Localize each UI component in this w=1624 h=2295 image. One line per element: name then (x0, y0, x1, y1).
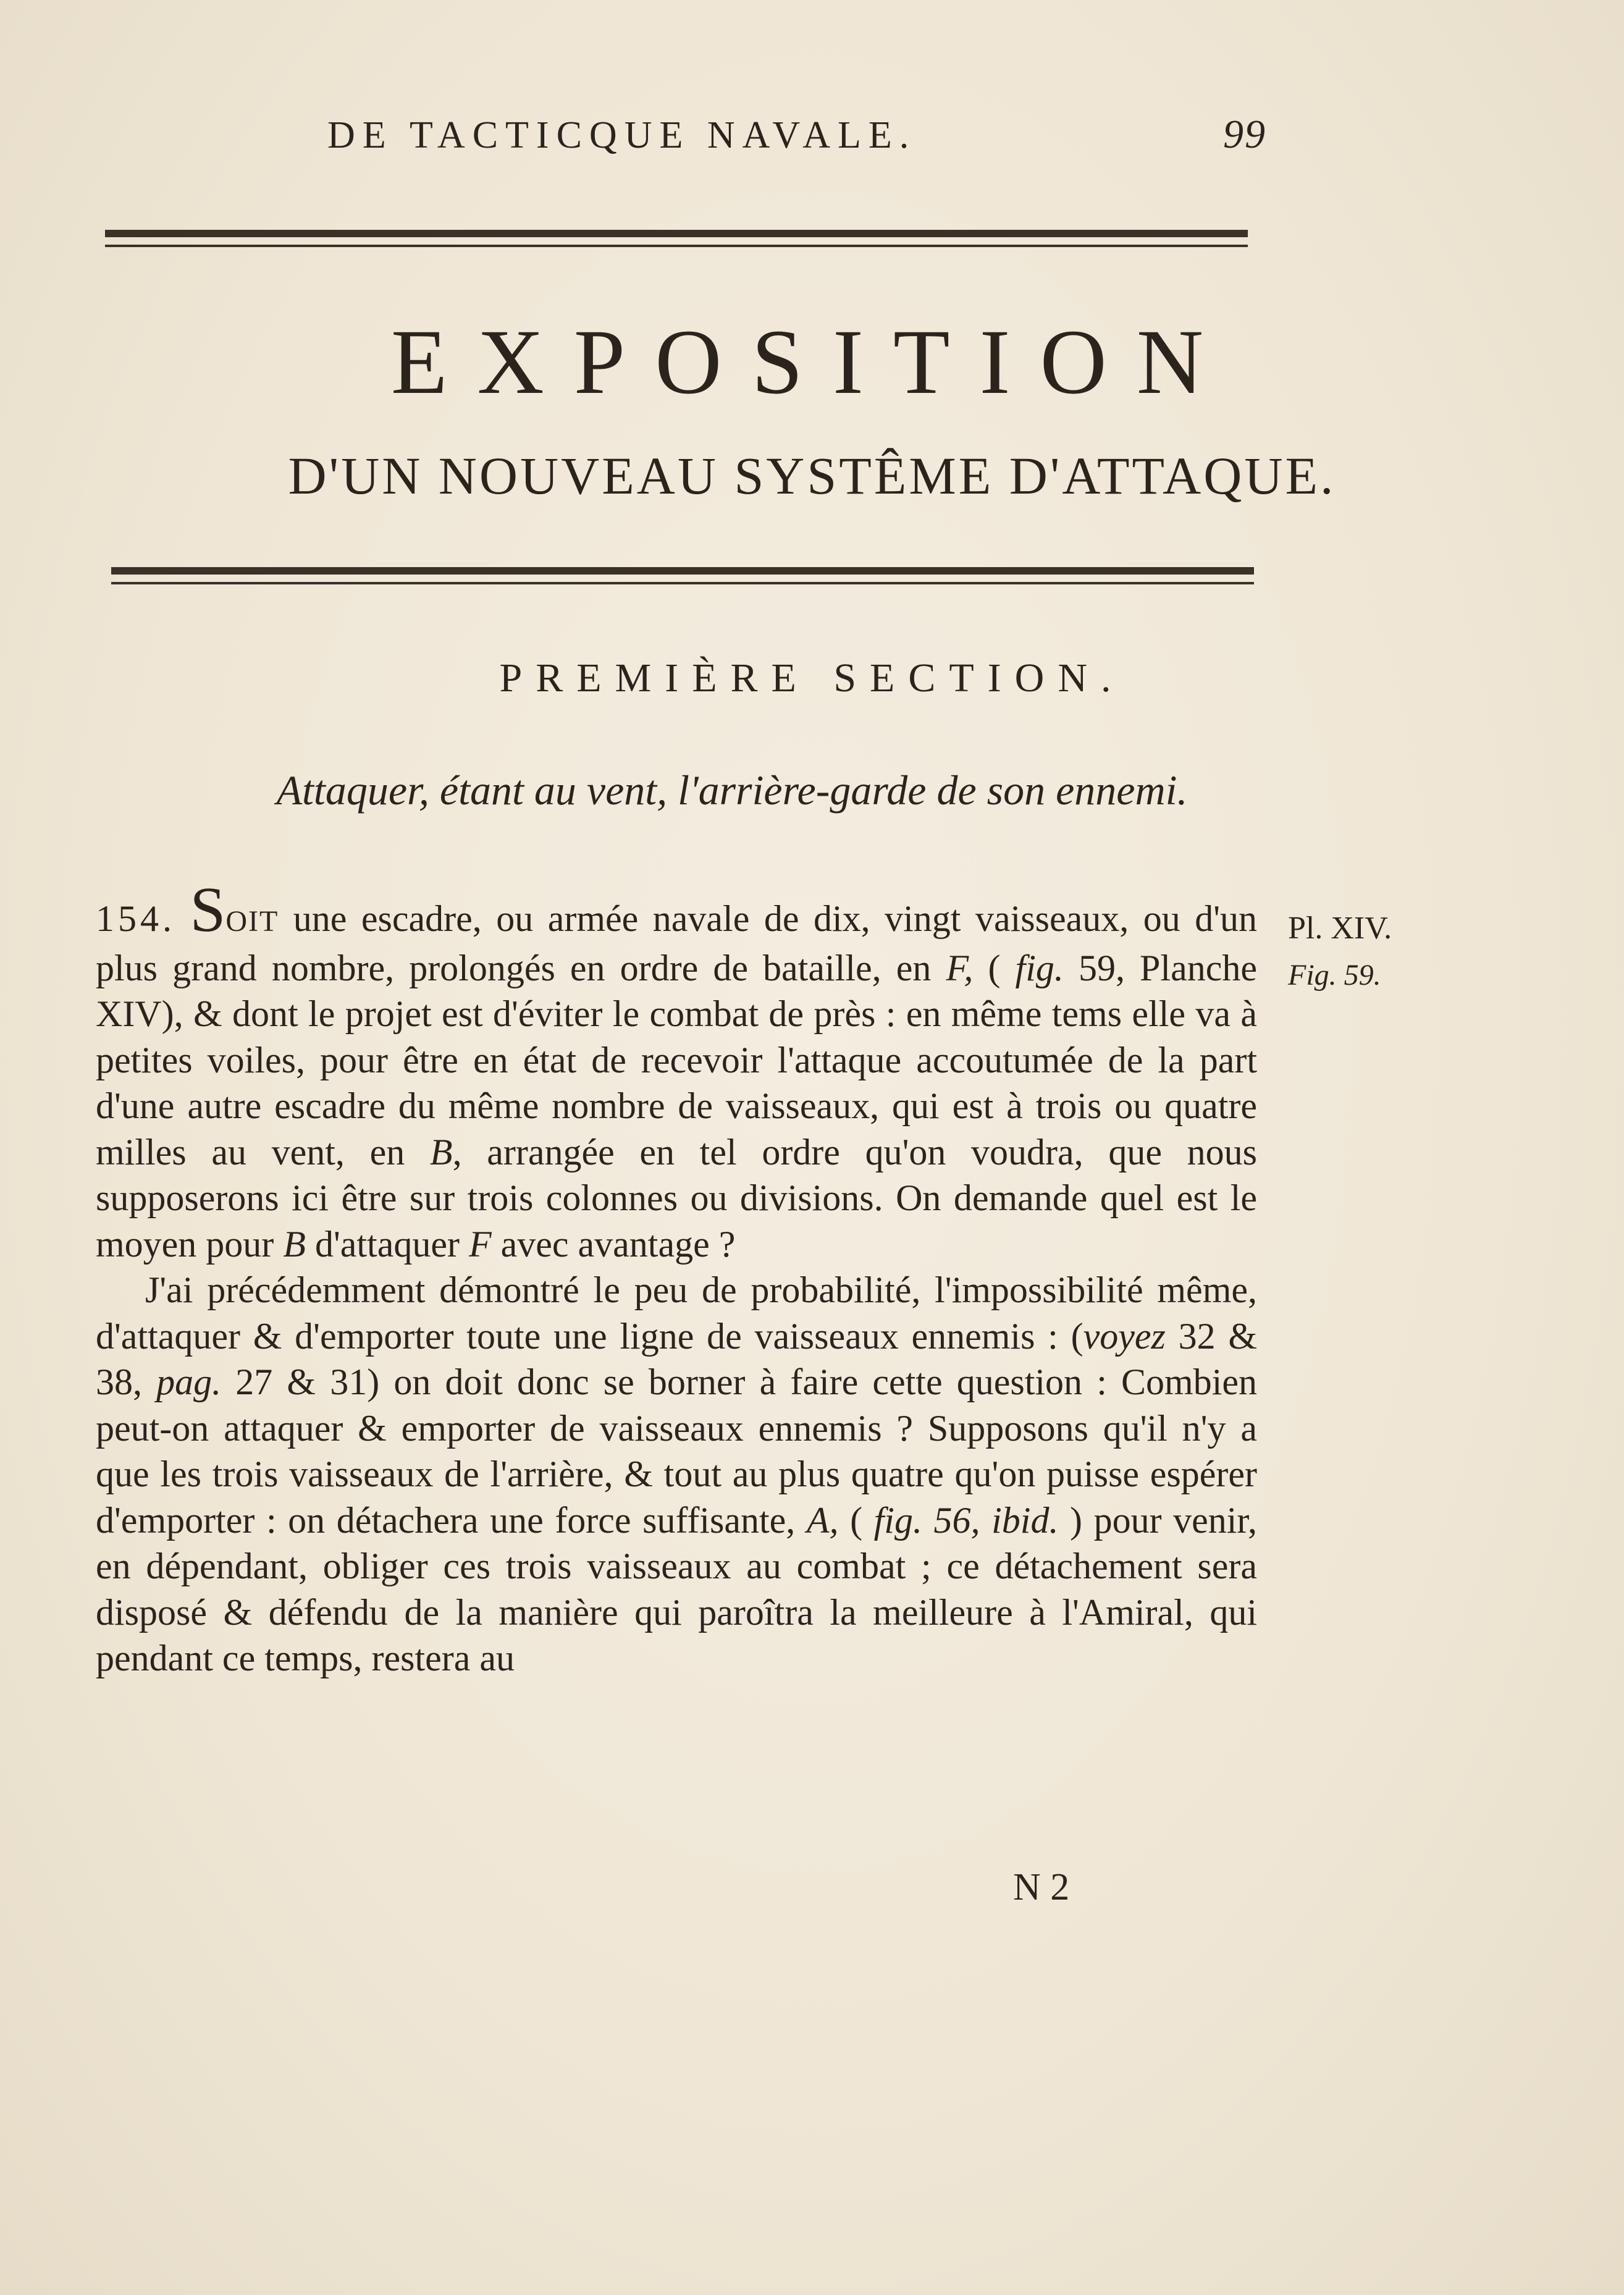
text-run: ( (838, 1499, 874, 1541)
drop-cap: S (190, 874, 226, 945)
text-run: ) pour venir, en dépendant, obliger ces trois vaisseaux au combat ; ce détachement sera disposé & défendu de la manière qui paroîtra la meilleure à l'Amiral, qui pendant ce temps, restera au (96, 1499, 1258, 1678)
text-run: une escadre, ou armée navale de dix, vingt vaisseaux, ou d'un plus grand nombre, prolongés en ordre de bataille, en (96, 898, 1258, 988)
text-run: 27 & 31) on doit donc se borner à faire cette question : Combien peut-on attaquer & emporter de vaisseaux ennemis ? Supposons qu'il n'y a que les trois vaisseaux de l'arrière, & tout au plus quatre qu'on puisse espérer d'emporter : on détachera une force suffisante, (96, 1362, 1257, 1541)
text-run: ( (973, 947, 1016, 988)
text-run: J'ai précédemment démontré le peu de probabilité, l'impossibilité même, d'attaquer & d'emporter toute une ligne de vaisseaux ennemis : ( (96, 1270, 1257, 1357)
text-run: 59, Planche XIV), & dont le projet est d'éviter le combat de près : en même tems elle va à petites voiles, pour être en état de recevoir l'attaque accoutumée de la part d'une autre escadre du même nombre de vaisseaux, qui est à trois ou quatre milles au vent, en (96, 947, 1257, 1173)
italic-run: fig. (1015, 947, 1064, 988)
small-caps-word: OIT (225, 905, 279, 938)
paragraph-number: 154. (96, 898, 175, 939)
italic-run: B (429, 1131, 453, 1173)
body-text (96, 874, 1258, 1682)
italic-run: B (283, 1223, 306, 1265)
chapter-subtitle: D'UN NOUVEAU SYSTÊME D'ATTAQUE. (288, 446, 1336, 505)
page-number: 99 (1223, 112, 1266, 157)
italic-run: A, (806, 1499, 839, 1541)
text-run: d'attaquer (305, 1223, 469, 1265)
paragraph-154 (96, 874, 1258, 1267)
italic-run: voyez (1083, 1315, 1166, 1357)
plate-reference: Pl. XIV. (1288, 911, 1392, 946)
paragraph-2 (96, 1267, 1257, 1682)
margin-note (1288, 905, 1449, 999)
mid-rule-thick (111, 567, 1254, 575)
running-head-title: DE TACTICQUE NAVALE. (327, 114, 917, 156)
text-run: avec avantage ? (491, 1223, 736, 1265)
text-run: 32 & 38, (96, 1315, 1258, 1402)
italic-run: F (468, 1223, 492, 1265)
top-rule-thin (105, 245, 1248, 247)
chapter-title: EXPOSITION (390, 311, 1234, 413)
mid-rule-thin (111, 582, 1254, 584)
running-head (327, 111, 1266, 158)
text-run: , arrangée en tel ordre qu'on voudra, que nous supposerons ici être sur trois colonnes ou divisions. On demande quel est le moyen pour (96, 1131, 1257, 1265)
figure-reference: Fig. 59. (1288, 959, 1381, 992)
italic-run: pag. (156, 1362, 222, 1402)
section-heading: PREMIÈRE SECTION. (499, 655, 1125, 701)
italic-run: F, (946, 947, 974, 988)
article-heading: Attaquer, étant au vent, l'arrière-garde de son ennemi. (276, 767, 1188, 814)
signature-mark: N 2 (1013, 1866, 1070, 1908)
italic-run: fig. 56, ibid. (873, 1499, 1059, 1541)
top-rule-thick (105, 230, 1248, 237)
